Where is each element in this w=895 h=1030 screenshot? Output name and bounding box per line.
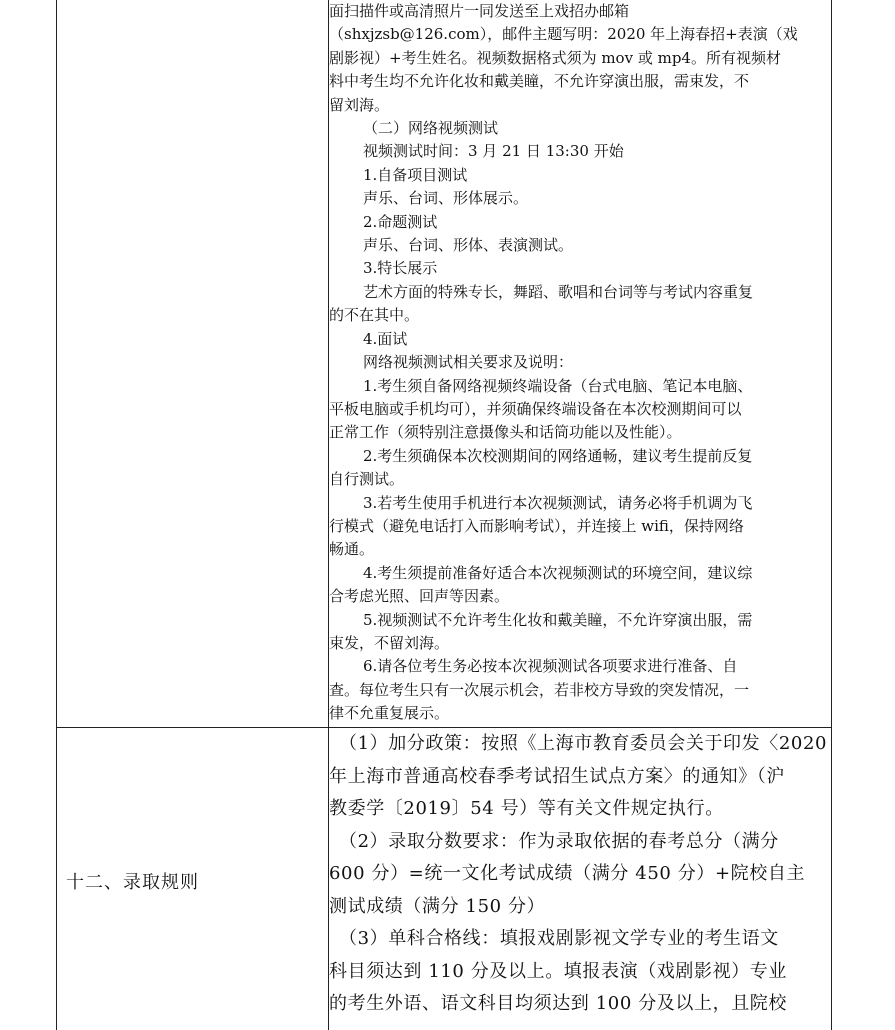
text-line: 视频测试时间：3 月 21 日 13:30 开始 (363, 142, 624, 161)
text-line: 声乐、台词、形体、表演测试。 (363, 236, 574, 255)
admission-rules-content-cell (329, 728, 829, 1030)
text-line: 正常工作（须特别注意摄像头和话筒功能以及性能）。 (329, 423, 682, 442)
text-line: 查。每位考生只有一次展示机会，若非校方导致的突发情况，一 (329, 680, 750, 699)
text-line: （3）单科合格线：填报戏剧影视文学专业的考生语文 (339, 928, 779, 949)
text-line: 合考虑光照、回声等因素。 (329, 587, 510, 606)
text-line: 测试成绩（满分 150 分） (329, 895, 546, 917)
text-line: 3.若考生使用手机进行本次视频测试，请务必将手机调为飞 (363, 493, 753, 512)
text-line: 面扫描件或高清照片一同发送至上戏招办邮箱 (329, 2, 630, 20)
text-line: 束发，不留刘海。 (329, 633, 450, 652)
text-line: 4.考生须提前准备好适合本次视频测试的环境空间，建议综 (363, 563, 753, 582)
text-line: 600 分）=统一文化考试成绩（满分 450 分）+院校自主 (329, 863, 806, 884)
text-line: 剧影视）+考生姓名。视频数据格式须为 mov 或 mp4。所有视频材 (329, 48, 781, 67)
text-line: 2.命题测试 (363, 212, 438, 231)
text-line: 1.考生须自备网络视频终端设备（台式电脑、笔记本电脑、 (363, 376, 753, 395)
text-line: 5.视频测试不允许考生化妆和戴美瞳，不允许穿演出服，需 (363, 610, 753, 629)
text-line: （shxjzsb@126.com），邮件主题写明：2020 年上海春招+表演（戏 (329, 25, 798, 44)
text-line: 留刘海。 (329, 95, 390, 114)
text-line: 自行测试。 (329, 470, 405, 489)
text-line: 6.请各位考生务必按本次视频测试各项要求进行准备、自 (363, 657, 738, 676)
text-line: 声乐、台词、形体展示。 (363, 189, 529, 208)
text-line: 的不在其中。 (329, 306, 420, 325)
text-line: 科目须达到 110 分及以上。填报表演（戏剧影视）专业 (329, 960, 787, 982)
info-table (56, 0, 832, 1030)
text-line: （1）加分政策：按照《上海市教育委员会关于印发〈2020 (339, 733, 828, 754)
text-line: （2）录取分数要求：作为录取依据的春考总分（满分 (339, 830, 779, 852)
text-line: 平板电脑或手机均可），并须确保终端设备在本次校测期间可以 (329, 399, 742, 418)
section-label-admission-rules: 十二、录取规则 (66, 872, 199, 893)
section-label-cell (56, 728, 328, 1030)
text-line: 教委学〔2019〕54 号）等有关文件规定执行。 (329, 798, 724, 819)
table-border-right (831, 0, 832, 1030)
text-line: 艺术方面的特殊专长，舞蹈、歌唱和台词等与考试内容重复 (363, 282, 754, 301)
text-line: 行模式（避免电话打入而影响考试），并连接上 wifi，保持网络 (329, 516, 744, 535)
text-line: 2.考生须确保本次校测期间的网络通畅，建议考生提前反复 (363, 446, 753, 465)
text-line: 网络视频测试相关要求及说明： (363, 353, 574, 372)
text-line: 3.特长展示 (363, 259, 438, 278)
text-line: 的考生外语、语文科目均须达到 100 分及以上，且院校 (329, 993, 787, 1014)
text-line: 律不允重复展示。 (329, 704, 450, 723)
text-line: （二）网络视频测试 (363, 119, 499, 138)
text-line: 1.自备项目测试 (363, 165, 468, 184)
text-line: 畅通。 (329, 540, 375, 559)
text-line: 年上海市普通高校春季考试招生试点方案〉的通知》（沪 (329, 765, 785, 787)
text-line: 料中考生均不允许化妆和戴美瞳，不允许穿演出服，需束发，不 (329, 72, 750, 91)
text-line: 4.面试 (363, 329, 408, 348)
video-test-content-cell (329, 0, 829, 727)
